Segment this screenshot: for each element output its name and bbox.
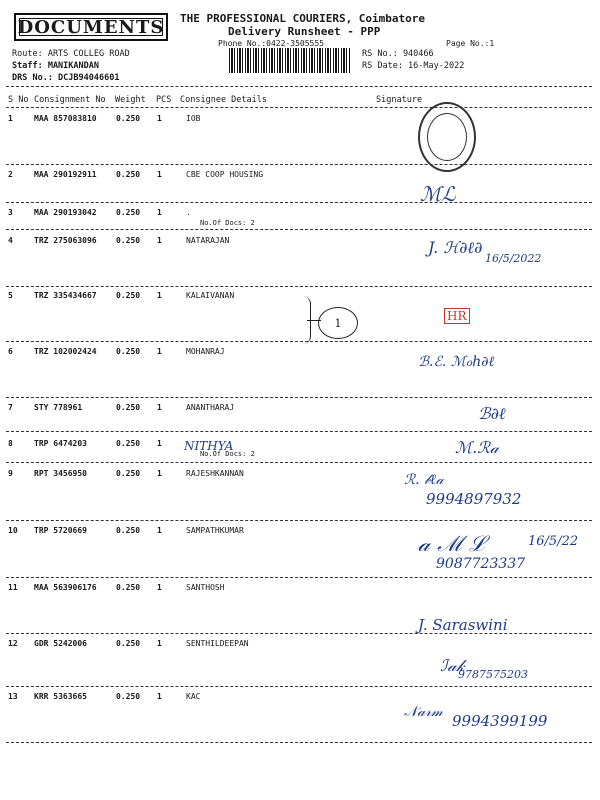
row-divider bbox=[6, 202, 592, 203]
row-2-weight: 0.250 bbox=[116, 170, 141, 179]
row-11-consignee: SANTHOSH bbox=[186, 583, 225, 592]
row9-phone: 9994897932 bbox=[426, 490, 522, 508]
documents-stamp-text: DOCUMENTS bbox=[17, 16, 165, 38]
row-7-consignee: ANANTHARAJ bbox=[186, 403, 235, 412]
row10-date: 16/5/22 bbox=[528, 534, 579, 549]
row-1-sno: 1 bbox=[8, 114, 13, 123]
row-12-sno: 12 bbox=[8, 639, 18, 648]
row13-phone: 9994399199 bbox=[452, 712, 548, 730]
row-4-weight: 0.250 bbox=[116, 236, 141, 245]
row-1-consignee: IOB bbox=[186, 114, 201, 123]
row-7-consignment: STY 778961 bbox=[34, 403, 83, 412]
documents-stamp bbox=[14, 13, 168, 41]
row-12-consignment: GDR 5242006 bbox=[34, 639, 87, 648]
row-3-consignment: MAA 290193042 bbox=[34, 208, 97, 217]
row-6-sno: 6 bbox=[8, 347, 13, 356]
row-divider bbox=[6, 341, 592, 342]
columns-divider bbox=[6, 107, 592, 108]
col-signature: Signature bbox=[376, 95, 423, 105]
row-8-weight: 0.250 bbox=[116, 439, 141, 448]
col-weight: Weight bbox=[115, 95, 146, 105]
company-seal bbox=[418, 102, 476, 172]
signature-row13: 𝒩𝒶𝓇𝓂 bbox=[404, 704, 443, 720]
row-1-pcs: 1 bbox=[157, 114, 162, 123]
barcode bbox=[229, 48, 350, 73]
col-sno: S No bbox=[8, 95, 29, 105]
row-3-consignee: . bbox=[186, 208, 191, 217]
signature-row10: 𝒶 ℳ ℒ bbox=[418, 532, 485, 557]
rs-date: RS Date: 16-May-2022 bbox=[362, 61, 465, 71]
row-3-sno: 3 bbox=[8, 208, 13, 217]
row-2-sno: 2 bbox=[8, 170, 13, 179]
row-9-consignee: RAJESHKANNAN bbox=[186, 469, 244, 478]
row-5-consignee: KALAIVANAN bbox=[186, 291, 235, 300]
row-5-sno: 5 bbox=[8, 291, 13, 300]
page-number: Page No.:1 bbox=[446, 39, 495, 48]
row-13-consignee: KAC bbox=[186, 692, 201, 701]
row5-mark: HR bbox=[444, 308, 470, 324]
runsheet-subtitle: Delivery Runsheet - PPP bbox=[228, 25, 381, 38]
row-divider bbox=[6, 686, 592, 687]
row-11-consignment: MAA 563906176 bbox=[34, 583, 97, 592]
signature-row12: ℐ𝒶𝓀 bbox=[440, 656, 465, 675]
staff: Staff: MANIKANDAN bbox=[12, 61, 99, 71]
row-7-sno: 7 bbox=[8, 403, 13, 412]
row-2-consignee: CBE COOP HOUSING bbox=[186, 170, 264, 179]
row-10-sno: 10 bbox=[8, 526, 18, 535]
row-divider bbox=[6, 397, 592, 398]
row-4-consignment: TRZ 275063096 bbox=[34, 236, 97, 245]
col-consignment: Consignment No bbox=[34, 95, 106, 105]
phone-number: Phone No.:0422-3505555 bbox=[218, 39, 324, 48]
row-3-weight: 0.250 bbox=[116, 208, 141, 217]
row-6-pcs: 1 bbox=[157, 347, 162, 356]
row-13-pcs: 1 bbox=[157, 692, 162, 701]
row-9-pcs: 1 bbox=[157, 469, 162, 478]
row-6-weight: 0.250 bbox=[116, 347, 141, 356]
row-10-pcs: 1 bbox=[157, 526, 162, 535]
header-divider bbox=[6, 86, 592, 87]
row-12-weight: 0.250 bbox=[116, 639, 141, 648]
row-12-consignee: SENTHILDEEPAN bbox=[186, 639, 249, 648]
signature-row9: ℛ. 𝒷ℓ𝒶 bbox=[404, 472, 444, 488]
row-8-sno: 8 bbox=[8, 439, 13, 448]
row-13-weight: 0.250 bbox=[116, 692, 141, 701]
row-11-pcs: 1 bbox=[157, 583, 162, 592]
row-divider bbox=[6, 229, 592, 230]
row-9-sno: 9 bbox=[8, 469, 13, 478]
row-11-sno: 11 bbox=[8, 583, 18, 592]
row-divider bbox=[6, 462, 592, 463]
row-12-pcs: 1 bbox=[157, 639, 162, 648]
signature-row8: ℳ.ℛ𝒶 bbox=[455, 438, 499, 457]
row-divider bbox=[6, 431, 592, 432]
row-7-weight: 0.250 bbox=[116, 403, 141, 412]
drs-number: DRS No.: DCJB94046601 bbox=[12, 73, 120, 83]
col-consignee: Consignee Details bbox=[180, 95, 267, 105]
row-8-pcs: 1 bbox=[157, 439, 162, 448]
row-6-consignment: TRZ 102002424 bbox=[34, 347, 97, 356]
row-1-consignment: MAA 857083810 bbox=[34, 114, 97, 123]
row-10-weight: 0.250 bbox=[116, 526, 141, 535]
row-13-sno: 13 bbox=[8, 692, 18, 701]
row-8-consignment: TRP 6474203 bbox=[34, 439, 87, 448]
row-4-sno: 4 bbox=[8, 236, 13, 245]
signature-row4: J. ℋ∂ℓ∂ bbox=[428, 238, 483, 257]
row-divider bbox=[6, 164, 592, 165]
rs-number: RS No.: 940466 bbox=[362, 49, 434, 59]
row-divider bbox=[6, 286, 592, 287]
route: Route: ARTS COLLEG ROAD bbox=[12, 49, 130, 59]
row8-handwritten-name: NITHYA bbox=[184, 439, 234, 453]
row-6-consignee: MOHANRAJ bbox=[186, 347, 225, 356]
row-5-weight: 0.250 bbox=[116, 291, 141, 300]
row-divider bbox=[6, 520, 592, 521]
row-5-pcs: 1 bbox=[157, 291, 162, 300]
row-8-docs-note: No.Of Docs: 2 bbox=[200, 450, 255, 458]
col-pcs: PCS bbox=[156, 95, 172, 105]
row5-circle-text: 1 bbox=[334, 316, 342, 330]
row-9-weight: 0.250 bbox=[116, 469, 141, 478]
signature-row6: ℬ.ℰ. ℳℴℎ∂ℓ bbox=[418, 354, 495, 370]
signature-row7: ℬ∂ℓ bbox=[478, 404, 506, 423]
row-4-consignee: NATARAJAN bbox=[186, 236, 230, 245]
row-10-consignment: TRP 5720669 bbox=[34, 526, 87, 535]
row-4-pcs: 1 bbox=[157, 236, 162, 245]
row-1-weight: 0.250 bbox=[116, 114, 141, 123]
company-title: THE PROFESSIONAL COURIERS, Coimbatore bbox=[180, 12, 426, 25]
row5-circle bbox=[318, 307, 358, 339]
row-11-weight: 0.250 bbox=[116, 583, 141, 592]
row-2-pcs: 1 bbox=[157, 170, 162, 179]
row-10-consignee: SAMPATHKUMAR bbox=[186, 526, 244, 535]
row12-phone: 9787575203 bbox=[458, 668, 528, 681]
row11-handwritten-name: J. Saraswini bbox=[418, 616, 508, 634]
row-3-docs-note: No.Of Docs: 2 bbox=[200, 219, 255, 227]
row-7-pcs: 1 bbox=[157, 403, 162, 412]
row-3-pcs: 1 bbox=[157, 208, 162, 217]
row5-connector bbox=[307, 320, 321, 321]
row-2-consignment: MAA 290192911 bbox=[34, 170, 97, 179]
row4-date: 16/5/2022 bbox=[485, 252, 542, 265]
row-13-consignment: KRR 5363665 bbox=[34, 692, 87, 701]
row-divider bbox=[6, 577, 592, 578]
row-9-consignment: RPT 3456950 bbox=[34, 469, 87, 478]
row-5-consignment: TRZ 335434667 bbox=[34, 291, 97, 300]
signature-row2: ℳℒ bbox=[420, 182, 456, 206]
row10-phone: 9087723337 bbox=[436, 556, 526, 572]
row-divider bbox=[6, 742, 592, 743]
